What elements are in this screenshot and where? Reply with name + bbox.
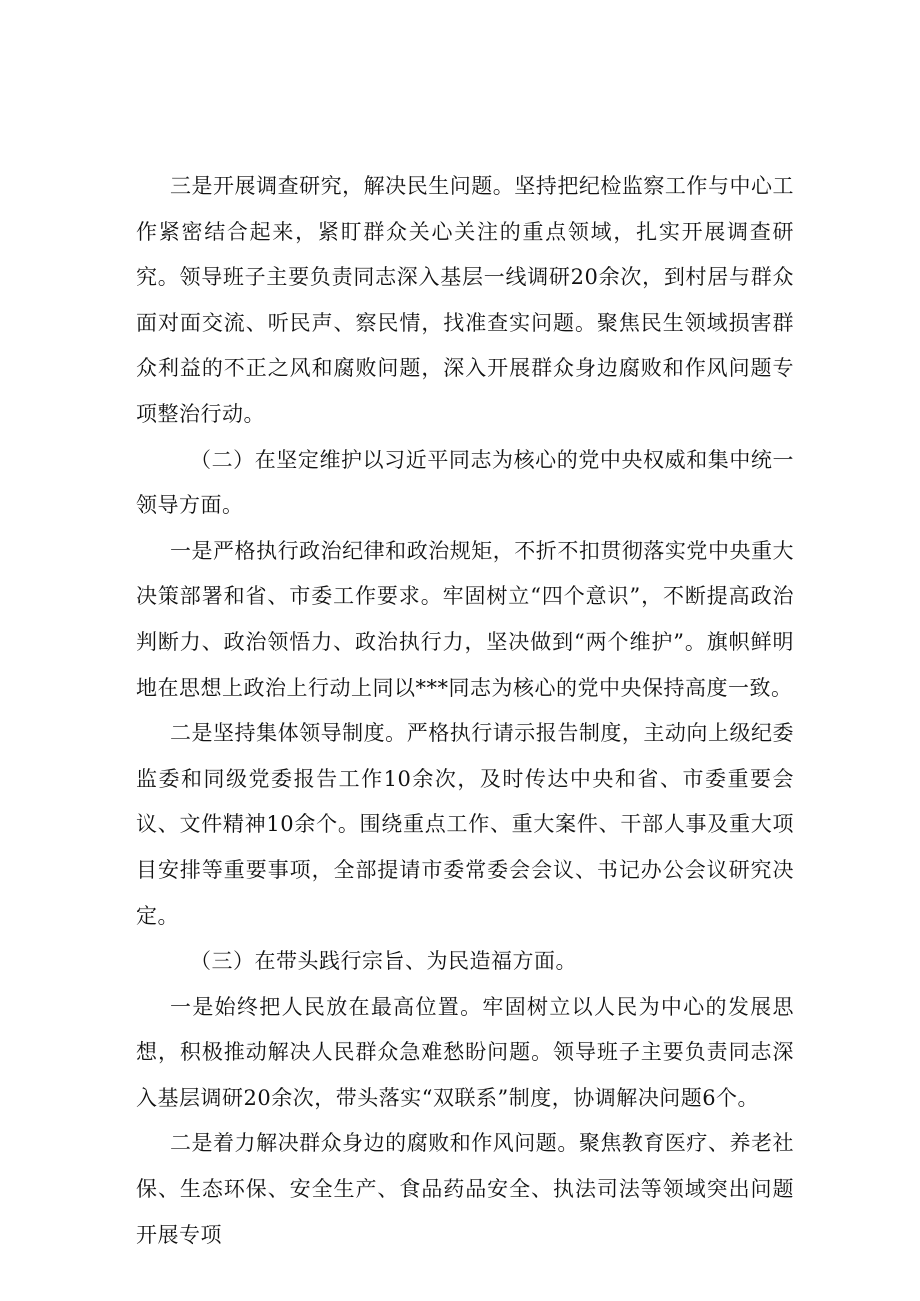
document-body: [136, 164, 794, 1258]
paragraph-investigation-research: 三是开展调查研究，解决民生问题。坚持把纪检监察工作与中心工作紧密结合起来，紧盯群众关心关注的重点领域，扎实开展调查研究。领导班子主要负责同志深入基层一线调研20余次，到村居与群众面对面交流、听民声、察民情，找准查实问题。聚焦民生领域损害群众利益的不正之风和腐败问题，深入开展群众身边腐败和作风问题专项整治行动。: [136, 174, 794, 426]
paragraph-collective-leadership: 二是坚持集体领导制度。严格执行请示报告制度，主动向上级纪委监委和同级党委报告工作10余次，及时传达中央和省、市委重要会议、文件精神10余个。围绕重点工作、重大案件、干部人事及重大项目安排等重要事项，全部提请市委常委会会议、书记办公会议研究决定。: [136, 721, 794, 928]
section-heading-three: （三）在带头践行宗旨、为民造福方面。: [190, 949, 577, 974]
paragraph-corruption-work-style: 二是着力解决群众身边的腐败和作风问题。聚焦教育医疗、养老社保、生态环保、安全生产、食品药品安全、执法司法等领域突出问题开展专项: [136, 1131, 794, 1247]
paragraph-people-first: 一是始终把人民放在最高位置。牢固树立以人民为中心的发展思想，积极推动解决人民群众急难愁盼问题。领导班子主要负责同志深入基层调研20余次，带头落实“双联系”制度，协调解决问题6个。: [136, 994, 794, 1110]
paragraph-political-discipline: 一是严格执行政治纪律和政治规矩，不折不扣贯彻落实党中央重大决策部署和省、市委工作要求。牢固树立“四个意识”，不断提高政治判断力、政治领悟力、政治执行力，坚决做到“两个维护”。旗帜鲜明地在思想上政治上行动上同以***同志为核心的党中央保持高度一致。: [136, 538, 794, 700]
section-heading-two: （二）在坚定维护以习近平同志为核心的党中央权威和集中统一领导方面。: [136, 447, 794, 518]
